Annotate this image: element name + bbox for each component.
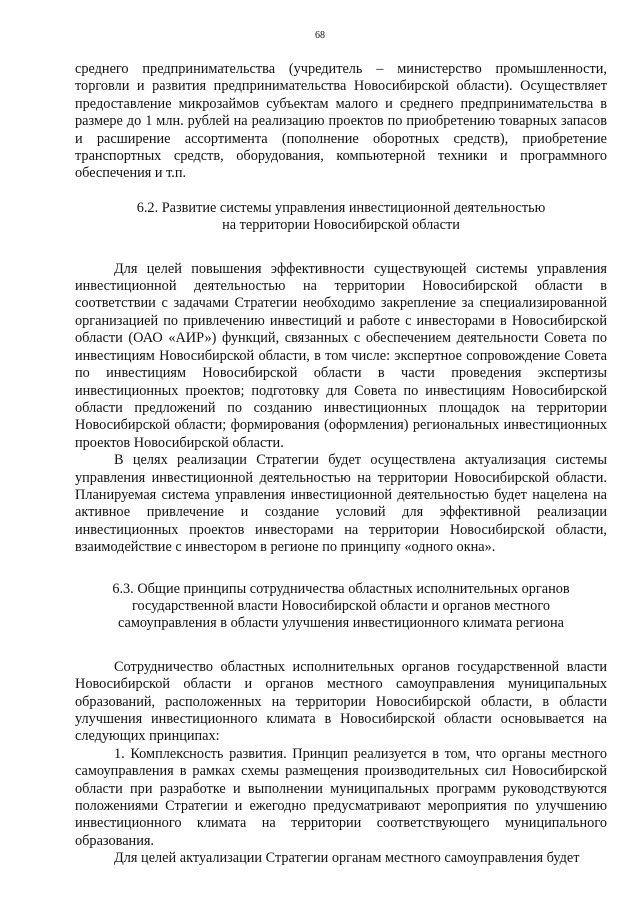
section-6-2-heading <box>75 200 607 235</box>
section-6-3-title-line-2: государственной власти Новосибирской области и органов местного <box>132 597 550 614</box>
section-6-2-title-line-1: 6.2. Развитие системы управления инвестиционной деятельностью <box>136 199 546 216</box>
page-content <box>75 61 607 868</box>
section-6-2-paragraph-1: Для целей повышения эффективности существующей системы управления инвестиционной деятельностью на территории Новосибирской области в соответствии с задачами Стратегии необходимо закрепление за специализированной организацией по привлечению инвестиций и работе с инвесторами в Новосибирской области (ОАО «АИР») функций, связанных с обеспечением деятельности Совета по инвестициям Новосибирской области, в том числе: экспертное сопровождение Совета по инвестициям Новосибирской области в части проведения экспертизы инвестиционных проектов; подготовку для Совета по инвестициям Новосибирской области предложений по созданию инвестиционных площадок на территории Новосибирской области; формирования (оформления) региональных инвестиционных проектов Новосибирской области. <box>75 260 607 451</box>
page-number: 68 <box>315 30 325 41</box>
section-6-3-paragraph-1: Сотрудничество областных исполнительных органов государственной власти Новосибирской области и органов местного самоуправления муниципальных образований, расположенных на территории Новосибирской области, в области улучшения инвестиционного климата в Новосибирской области основывается на следующих принципах: <box>75 658 607 745</box>
section-6-2-paragraph-2: В целях реализации Стратегии будет осуществлена актуализация системы управления инвестиционной деятельностью на территории Новосибирской области. Планируемая система управления инвестиционной деятельностью будет нацелена на активное привлечение и создание условий для эффективной реализации инвестиционных проектов инвесторами на территории Новосибирской области, взаимодействие с инвестором в регионе по принципу «одного окна». <box>75 452 607 556</box>
section-6-3-title-line-1: 6.3. Общие принципы сотрудничества областных исполнительных органов <box>112 580 570 597</box>
section-6-3-paragraph-2: 1. Комплексность развития. Принцип реализуется в том, что органы местного самоуправления в рамках схемы размещения производительных сил Новосибирской области при разработке и выполнении муниципальных программ руководствуются положениями Стратегии и ежегодно предусматривают мероприятия по улучшению инвестиционного климата на территории соответствующего муниципального образования. <box>75 745 607 849</box>
section-6-3-heading <box>75 581 607 633</box>
section-6-3-paragraph-3: Для целей актуализации Стратегии органам местного самоуправления будет <box>114 850 580 867</box>
section-6-2-title-line-2: на территории Новосибирской области <box>222 217 460 234</box>
paragraph-intro: среднего предпринимательства (учредитель – министерство промышленности, торговли и развития предпринимательства Новосибирской области). Осуществляет предоставление микрозаймов субъектам малого и среднего предпринимательства в размере до 1 млн. рублей на реализацию проектов по приобретению товарных запасов и расширение ассортимента (пополнение оборотных средств), приобретение транспортных средств, оборудования, компьютерной техники и программного обеспечения и т.п. <box>75 61 607 182</box>
section-6-3-title-line-3: самоуправления в области улучшения инвестиционного климата региона <box>118 615 564 632</box>
